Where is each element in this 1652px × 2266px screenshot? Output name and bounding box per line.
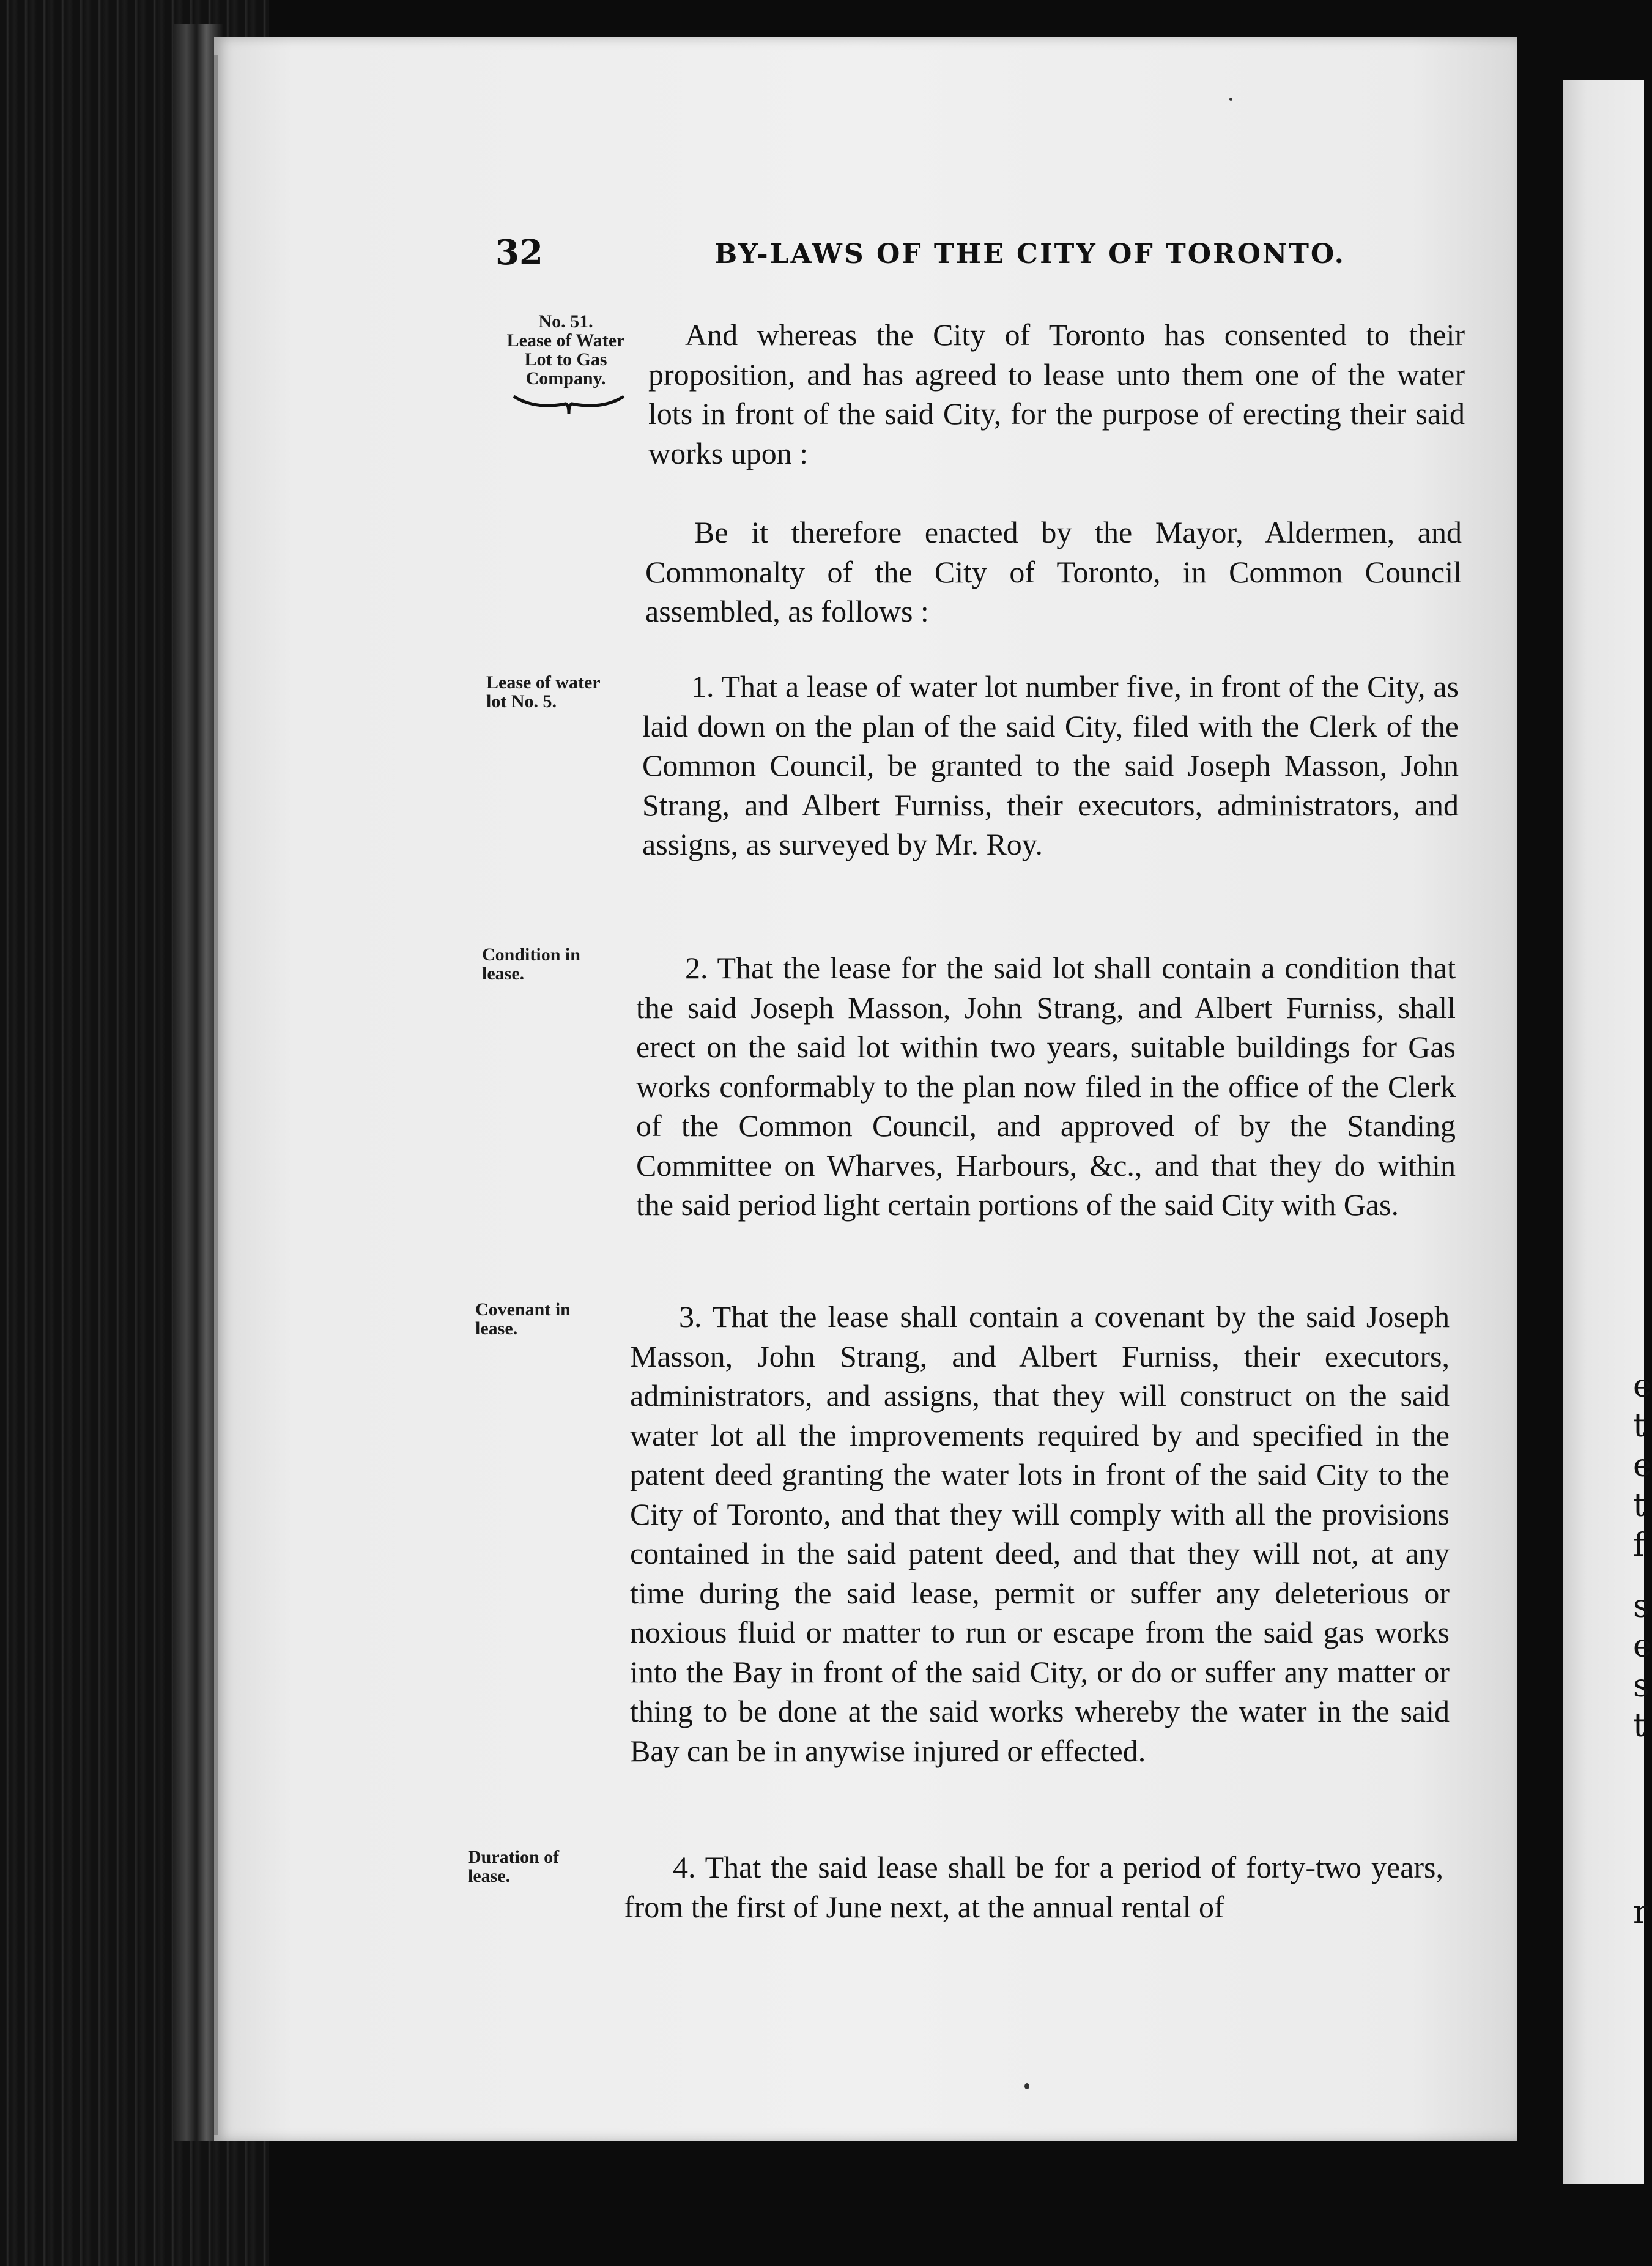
running-head: BY-LAWS OF THE CITY OF TORONTO. <box>714 239 1346 270</box>
paragraph-section-1: 1. That a lease of water lot number five, in front of the City, as laid down on the plan of the said City, filed with the Clerk of the Common Council, be granted to the said Joseph Masson, John Strang, and Albert Furniss, their executors, administrators, and assigns, as surveyed by Mr. Roy. <box>642 669 1459 861</box>
page-number: 32 <box>495 232 543 273</box>
adjacent-page-letter: s <box>1633 1588 1650 1625</box>
scan-speck <box>1229 98 1232 101</box>
paragraph-section-3: 3. That the lease shall contain a covenant by the said Joseph Masson, John Strang, and Albert Furniss, their executors, administrators, and assigns, that they will construct on the said water lot all the improvements required by and specified in the patent deed granting the water lots in front of the said City to the City of Toronto, and that they will comply with all the provisions contained in the said patent deed, and that they will not, at any time during the said lease, permit or suffer any deleterious or noxious fluid or matter to run or escape from the said gas works into the Bay in front of the said City, or do or suffer any matter or thing to be done at the said works whereby the water in the said Bay can be in anywise injured or effected. <box>630 1299 1450 1768</box>
adjacent-page-letter: s <box>1633 1668 1650 1704</box>
adjacent-page-letter: f <box>1633 1527 1645 1564</box>
adjacent-page-letter: e <box>1633 1628 1652 1665</box>
paragraph-whereas: And whereas the City of Toronto has consented to their proposition, and has agreed to lease unto them one of the water lots in front of the said City, for the purpose of erecting their said works upon : <box>648 318 1465 470</box>
scan-speck <box>1024 2083 1029 2089</box>
page-header <box>495 232 1346 281</box>
adjacent-page-letter: t <box>1633 1408 1646 1444</box>
margin-note-covenant-in-lease: Covenant in lease. <box>475 1299 571 1339</box>
adjacent-page-letter: e <box>1633 1447 1652 1484</box>
margin-note-lease-of-water-lot-to-gas-company: No. 51. Lease of Water Lot to Gas Company. <box>506 311 625 388</box>
margin-note-condition-in-lease: Condition in lease. <box>482 945 580 984</box>
margin-note-lease-of-water-lot-5: Lease of water lot No. 5. <box>486 672 601 711</box>
paragraph-section-4: 4. That the said lease shall be for a period of forty-two years, from the first of June next, at the annual rental of <box>624 1850 1443 1924</box>
adjacent-page-letter: r <box>1633 1894 1648 1931</box>
gutter-line <box>214 55 218 2135</box>
adjacent-page-letter: e <box>1633 1368 1652 1405</box>
adjacent-page-letter: t <box>1633 1707 1646 1744</box>
paragraph-enactment: Be it therefore enacted by the Mayor, Aldermen, and Commonalty of the City of Toronto, in Common Council assembled, as follows : <box>645 515 1462 628</box>
margin-note-duration-of-lease: Duration of lease. <box>468 1847 560 1886</box>
paragraph-section-2: 2. That the lease for the said lot shall contain a condition that the said Joseph Masson, John Strang, and Albert Furniss, shall erect on the said lot within two years, suitable buildings for Gas works conformably to the plan now filed in the office of the Clerk of the Common Council, and approved of by the Standing Committee on Wharves, Harbours, &c., and that they do within the said period light certain portions of the said City with Gas. <box>636 951 1456 1222</box>
curly-brace-icon <box>511 392 627 416</box>
adjacent-page-fragment <box>1563 80 1652 2184</box>
adjacent-page-letter: t <box>1633 1487 1646 1524</box>
